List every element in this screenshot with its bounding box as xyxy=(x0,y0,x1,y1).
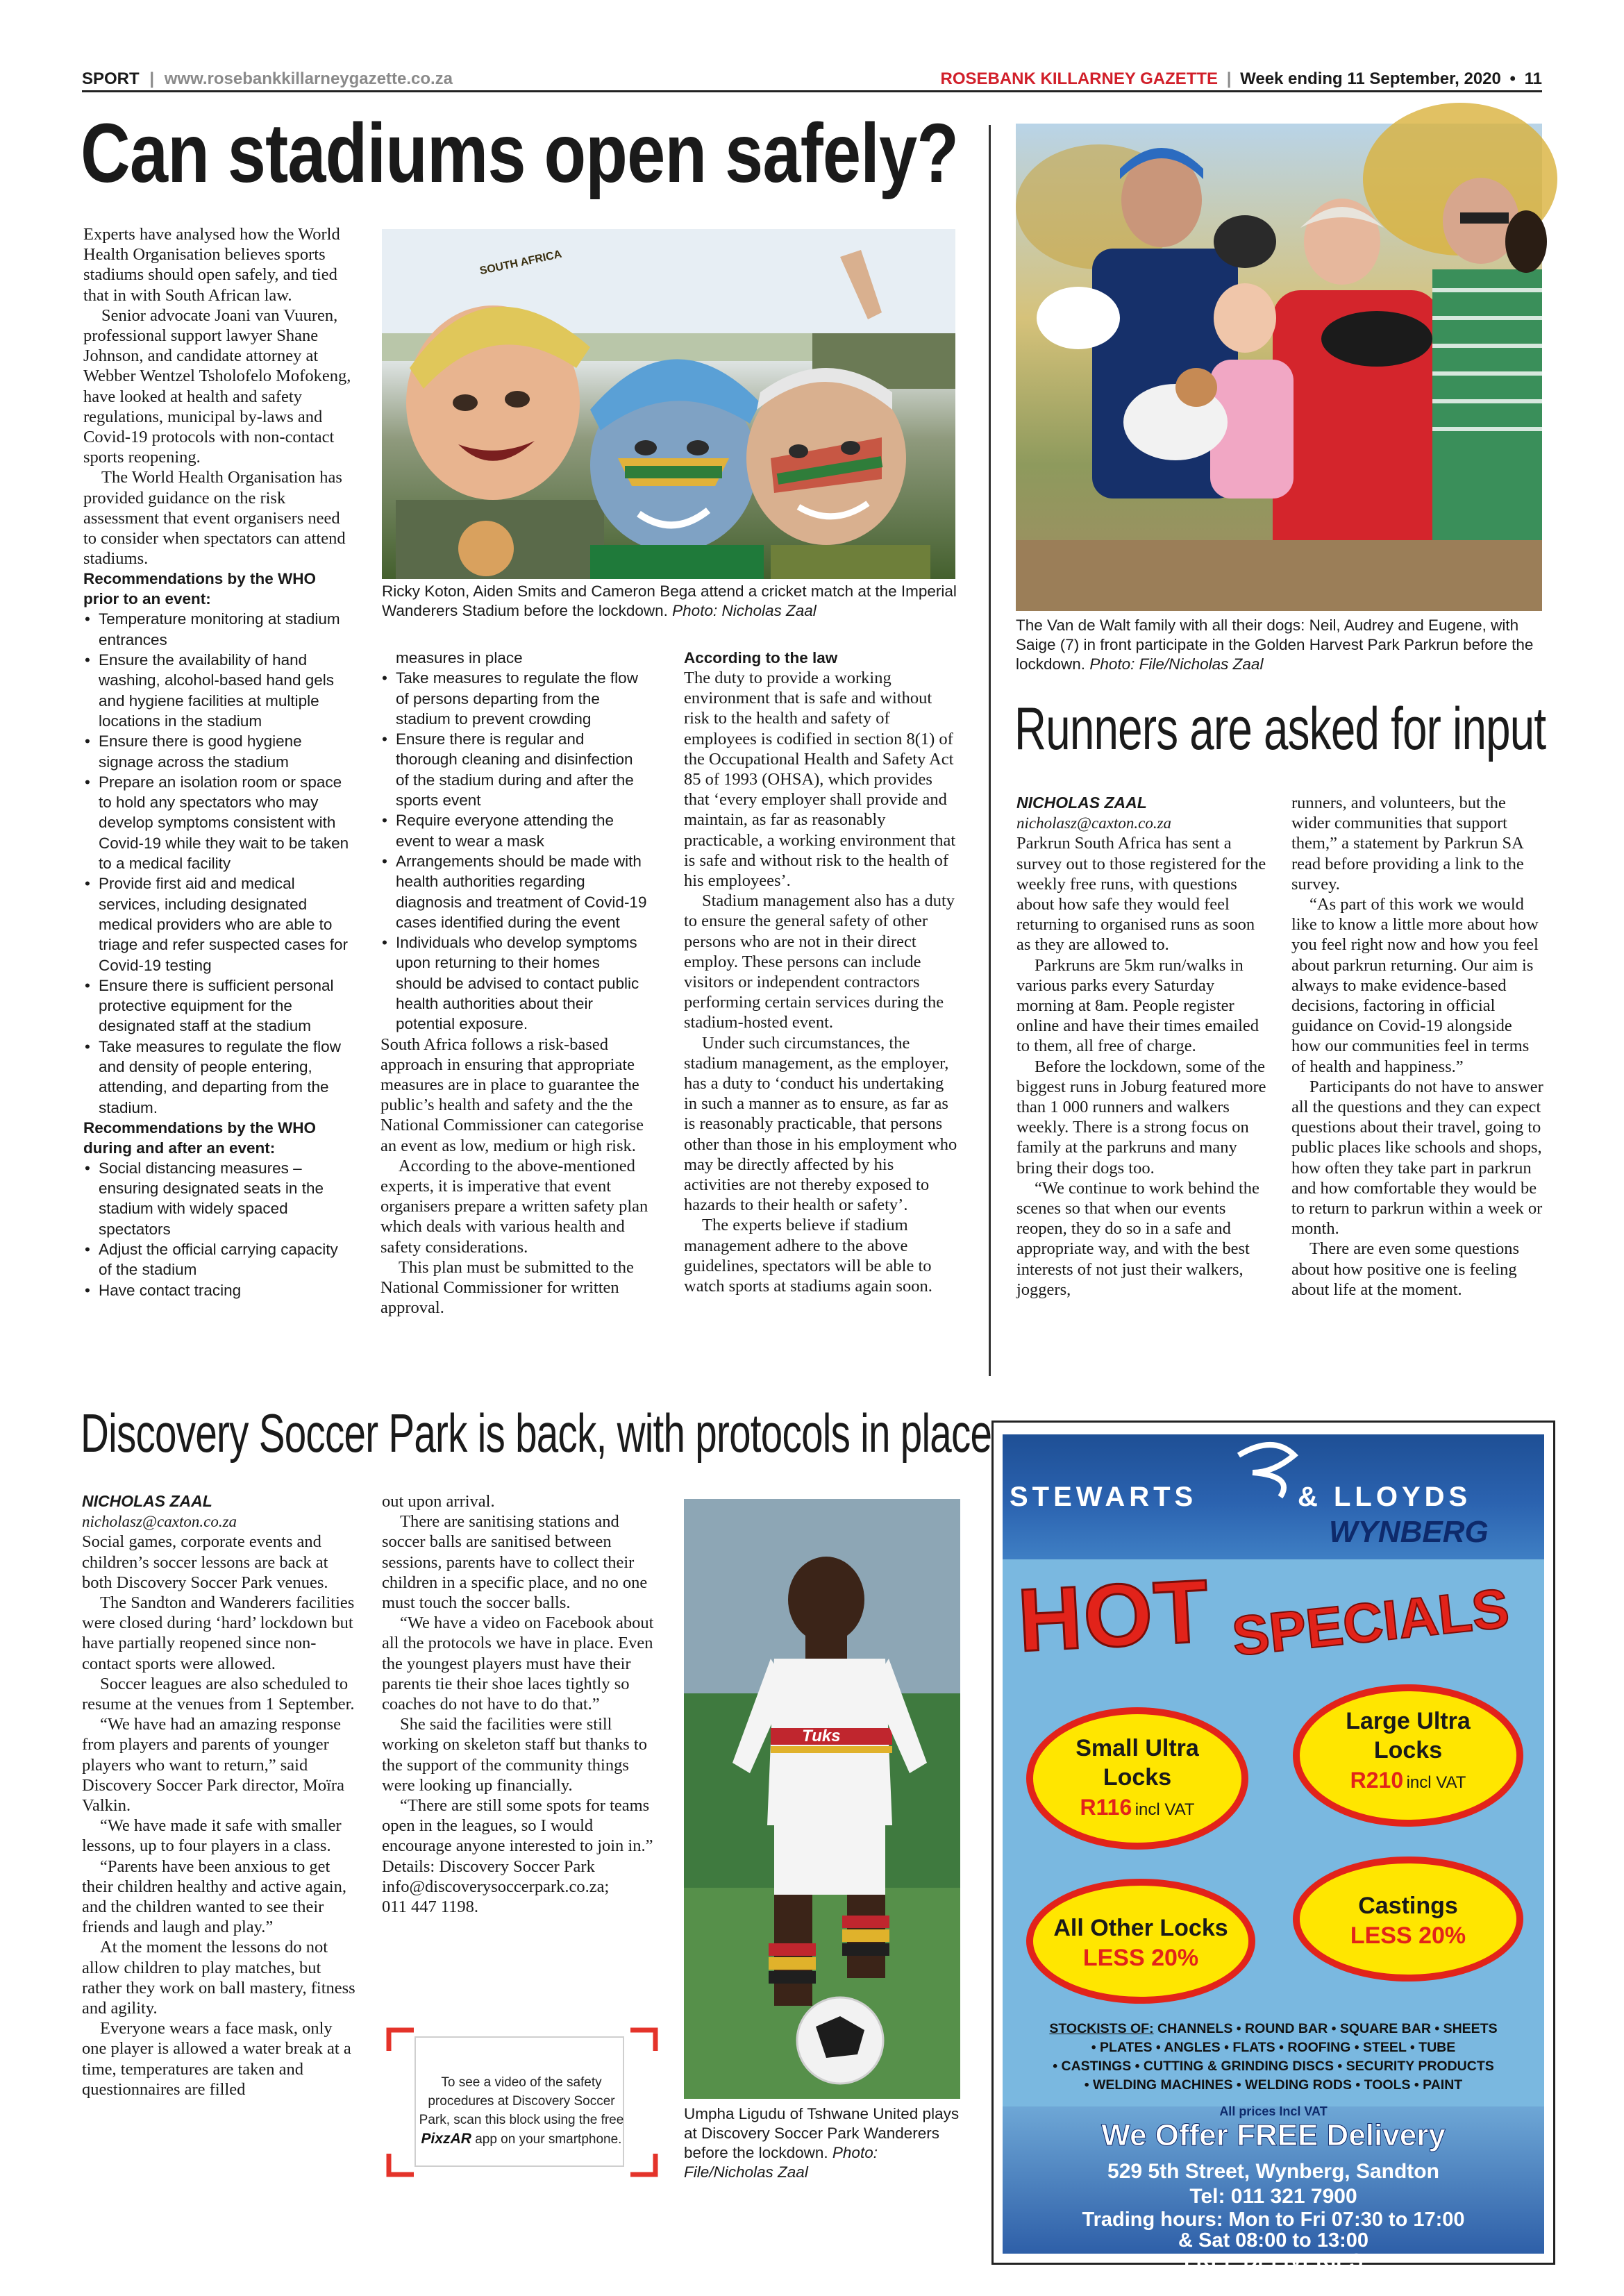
stockists-line-1 xyxy=(1010,2020,1537,2038)
author-byline: NICHOLAS ZAAL xyxy=(1016,794,1147,812)
subheading-prior: Recommendations by the WHO prior to an event: xyxy=(83,570,317,608)
offer-price: LESS 20% xyxy=(1350,1922,1466,1949)
stockists-line-4: • WELDING MACHINES • WELDING RODS • TOOLS • PAINT xyxy=(1084,2077,1463,2093)
paragraph: “As part of this work we would like to know a little more about how you feel right now and how you feel about parkrun returning. Our aim is always to make evidence-based decisions, factoring in official guidance on Covid-19 alongside how our communities feel in terms of health and happiness.” xyxy=(1291,895,1539,1076)
paragraph: South Africa follows a risk-based approach in ensuring that appropriate measures are in place to guarantee the public’s health and safety and the the National Commissioner can categorise an event as low, medium or high risk. xyxy=(380,1034,644,1155)
header-right xyxy=(940,69,1542,89)
paragraph: Experts have analysed how the World Health Organisation believes sports stadiums should open safely, and tied that in with South African law. xyxy=(83,225,340,305)
offer-suffix: incl VAT xyxy=(1135,1800,1195,1819)
list-item: • Have contact tracing xyxy=(83,1280,353,1300)
issue-date: Week ending 11 September, 2020 xyxy=(1240,69,1501,88)
details-email[interactable]: info@discoverysoccerpark.co.za; xyxy=(382,1877,610,1896)
prior-list xyxy=(83,609,353,1117)
stadium-column-1 xyxy=(83,224,353,1300)
paragraph: She said the facilities were still working on skeleton staff but thanks to the support of the community things were looking up financially. xyxy=(382,1715,647,1795)
trading-hours-2: & Sat 08:00 to 13:00 xyxy=(1178,2229,1368,2252)
website-link[interactable]: www.rosebankkillarneygazette.co.za xyxy=(164,69,453,88)
soccer-photo-caption xyxy=(684,2104,962,2182)
section-label: SPORT xyxy=(82,69,140,88)
stewarts-lloyds-advert[interactable] xyxy=(1003,1434,1544,2272)
paragraph: At the moment the lessons do not allow children to play matches, but rather they work on ball mastery, fitness and agility. xyxy=(82,1938,355,2018)
branch-name: WYNBERG xyxy=(1329,1515,1489,1549)
free-delivery-banner: We Offer FREE Delivery xyxy=(1101,2118,1446,2152)
list-item: • Temperature monitoring at stadium entrances xyxy=(83,609,353,650)
paragraph: runners, and volunteers, but the wider communities that support them,” a statement by Parkrun SA read before providing a link to the survey. xyxy=(1291,794,1524,894)
parkrun-photo-art xyxy=(1016,124,1542,611)
offer-suffix: incl VAT xyxy=(1406,1773,1466,1792)
paragraph: Participants do not have to answer all the questions and they can expect questions about their travel, going to public places like schools and shops, how often they take part in parkrun and how comfortable they would be to return to parkrun within a week or month. xyxy=(1291,1077,1543,1239)
paragraph: “We have had an amazing response from players and parents of younger players who want to return,” said Discovery Soccer Park director, Moïra Valkin. xyxy=(82,1715,344,1816)
offer-badge-other-locks xyxy=(1026,1879,1255,2004)
list-item: • Ensure there is regular and thorough cleaning and disinfection of the stadium during and after the sports event xyxy=(380,729,650,810)
offer-price: R210 xyxy=(1350,1768,1404,1793)
pixzar-logo: PixzAR xyxy=(421,2131,471,2147)
stadium-photo-caption xyxy=(382,582,958,621)
author-email[interactable]: nicholasz@caxton.co.za xyxy=(82,1513,237,1531)
paragraph: According to the above-mentioned experts, it is imperative that event organisers prepare a written safety plan which deals with various health and safety considerations. xyxy=(380,1156,648,1257)
pixzar-scan-block[interactable] xyxy=(386,2027,658,2177)
paragraph: The duty to provide a working environment that is safe and without risk to the health and safety of employees is codified in section 8(1) of the Occupational Health and Safety Act 85 of 1993 (OHSA), which provides that ‘every employer shall provide and maintain, as far as reasonably practicable, a working environment that is safe and without risk to the health of his employees’. xyxy=(684,669,956,891)
soccer-column-2 xyxy=(382,1491,660,1917)
photo-credit: Photo: File/Nicholas Zaal xyxy=(684,2144,878,2181)
stockists-items-1: CHANNELS • ROUND BAR • SQUARE BAR • SHEETS xyxy=(1157,2021,1498,2036)
pixzar-instructions: To see a video of the safety procedures at Discovery Soccer Park, scan this block using the xyxy=(419,2075,615,2127)
page-header xyxy=(82,67,1542,92)
paragraph: The experts believe if stadium management adhere to the above guidelines, spectators will be able to watch sports at stadiums again soon. xyxy=(684,1216,932,1296)
stadium-photo xyxy=(382,229,955,579)
header-left xyxy=(82,69,453,89)
list-item: • Take measures to regulate the flow of persons departing from the stadium to prevent crowding xyxy=(380,668,650,729)
offer-title: Small Ultra Locks xyxy=(1075,1735,1199,1791)
paragraph: Parkruns are 5km run/walks in various parks every Saturday morning at 8am. People register online and have their times emailed to them, all free of charge. xyxy=(1016,955,1259,1056)
store-phone: Tel: 011 321 7900 xyxy=(1189,2185,1357,2208)
header-rule xyxy=(82,90,1542,92)
during-list xyxy=(83,1158,353,1300)
list-item: • Take measures to regulate the flow and density of people entering, attending, and departing from the stadium. xyxy=(83,1037,353,1118)
paper-name: ROSEBANK KILLARNEY GAZETTE xyxy=(940,69,1219,88)
subheading-during: Recommendations by the WHO during and after an event: xyxy=(83,1118,317,1157)
author-byline: NICHOLAS ZAAL xyxy=(82,1492,212,1510)
caption-text: Ricky Koton, Aiden Smits and Cameron Bega attend a cricket match at the Imperial Wanderers Stadium before the lockdown. xyxy=(382,583,957,619)
subheading-law: According to the law xyxy=(684,649,838,667)
offer-price: LESS 20% xyxy=(1082,1945,1199,1971)
list-item: • Ensure there is good hygiene signage across the stadium xyxy=(83,731,353,772)
offer-badge-large-ultra xyxy=(1293,1684,1523,1827)
parkrun-photo xyxy=(1016,124,1542,611)
offer-title: All Other Locks xyxy=(1053,1915,1228,1941)
offer-badge-small-ultra xyxy=(1026,1707,1248,1850)
brand-left: STEWARTS xyxy=(1010,1482,1198,1512)
cap-text: SOUTH AFRICA xyxy=(478,248,563,278)
store-address: 529 5th Street, Wynberg, Sandton xyxy=(1107,2160,1439,2183)
parkrun-column-1 xyxy=(1016,793,1266,1300)
offer-price-line xyxy=(1033,1795,1241,1820)
header-separator: | xyxy=(149,69,155,88)
stadium-photo-art xyxy=(382,229,955,579)
during-list-continued xyxy=(380,648,650,1034)
list-item: measures in place xyxy=(396,649,523,667)
offer-price: R116 xyxy=(1080,1795,1132,1820)
paragraph: This plan must be submitted to the National Commissioner for written approval. xyxy=(380,1257,634,1318)
paragraph: Senior advocate Joani van Vuuren, professional support lawyer Shane Johnson, and candidate attorney at Webber Wentzel Tsholofelo Mofokeng, have looked at health and safety regulations, municipal by-laws and Covid-19 protocols with non-contact sports reopening. xyxy=(83,305,351,467)
paragraph: “There are still some spots for teams open in the leagues, so I would encourage anyone interested to join in.” xyxy=(382,1796,653,1856)
offer-title: Castings xyxy=(1358,1893,1458,1919)
caption-text: Umpha Ligudu of Tshwane United plays at Discovery Soccer Park Wanderers before the lockdown. xyxy=(684,2105,960,2161)
pixzar-app-text: app on your smartphone. xyxy=(475,2132,622,2147)
free-deliveries: FREE DELIVERIES xyxy=(1184,2250,1363,2272)
list-item: • Require everyone attending the event to wear a mask xyxy=(380,810,650,851)
paragraph: Parkrun South Africa has sent a survey out to those registered for the weekly free runs, with questions about how safe they would feel returning to organised runs as soon as they are allowed to. xyxy=(1016,834,1266,955)
paragraph: Stadium management also has a duty to ensure the general safety of other persons who are not in their direct employ. These persons can include visitors or independent contractors performing certain services during the stadium-hosted event. xyxy=(684,891,955,1032)
soccer-photo-art xyxy=(684,1499,960,2099)
paragraph: There are even some questions about how positive one is feeling about life at the moment. xyxy=(1291,1239,1520,1299)
caption-text: The Van de Walt family with all their dogs: Neil, Audrey and Eugene, with Saige (7) in front participate in the Golden Harvest Park Parkrun before the lockdown. xyxy=(1016,617,1534,673)
brand-right: & LLOYDS xyxy=(1298,1482,1472,1512)
author-email[interactable]: nicholasz@caxton.co.za xyxy=(1016,814,1172,832)
paragraph: There are sanitising stations and soccer balls are sanitised between sessions, parents have to collect their children in a specific place, and no one must touch the soccer balls. xyxy=(382,1512,648,1613)
paragraph: “We have made it safe with smaller lessons, up to four players in a class. xyxy=(82,1816,342,1856)
list-item: • Ensure the availability of hand washing, alcohol-based hand gels and hygiene facilities at multiple locations in the stadium xyxy=(83,650,353,731)
paragraph: “We have a video on Facebook about all the protocols we have in place. Even the youngest players must have their parents tie their shoe laces tightly so coaches do not have to do that.” xyxy=(382,1614,654,1714)
list-item: • Arrangements should be made with health authorities regarding diagnosis and treatment of Covid-19 cases identified during the event xyxy=(380,851,650,932)
stadium-column-2 xyxy=(380,648,650,1318)
trading-hours-1: Trading hours: Mon to Fri 07:30 to 17:00 xyxy=(1082,2209,1465,2231)
details-line: Details: Discovery Soccer Park xyxy=(382,1857,595,1876)
offer-price-line xyxy=(1300,1768,1516,1793)
hot-label: HOT xyxy=(1015,1561,1212,1671)
paragraph: The World Health Organisation has provided guidance on the risk assessment that event organisers need to consider when spectators can attend stadiums. xyxy=(83,468,346,569)
paragraph: Soccer leagues are also scheduled to resume at the venues from 1 September. xyxy=(82,1674,355,1714)
soccer-photo xyxy=(684,1499,960,2099)
header-separator: | xyxy=(1226,69,1232,88)
paragraph: Before the lockdown, some of the biggest runs in Joburg featured more than 1 000 runners and walkers weekly. There is a strong focus on family at the parkruns and many bring their dogs too. xyxy=(1016,1057,1266,1178)
paragraph: “We continue to work behind the scenes so that when our events reopen, they do so in a safe and appropriate way, and with the best interests of not just their walkers, joggers, xyxy=(1016,1178,1259,1299)
pixzar-text xyxy=(414,2073,629,2149)
photo-credit: Photo: File/Nicholas Zaal xyxy=(1089,655,1264,673)
parkrun-column-2 xyxy=(1291,793,1544,1300)
offer-badge-castings xyxy=(1293,1857,1523,1981)
stockists-label: STOCKISTS OF: xyxy=(1049,2021,1154,2036)
stockists-line-3: • CASTINGS • CUTTING & GRINDING DISCS • SECURITY PRODUCTS xyxy=(1053,2059,1494,2074)
parkrun-headline: Runners are asked for input xyxy=(1014,696,1546,762)
page-number: 11 xyxy=(1524,69,1542,88)
paragraph: out upon arrival. xyxy=(382,1492,495,1511)
stockists-block xyxy=(1010,2020,1537,2095)
list-item: • Prepare an isolation room or space to hold any spectators who may develop symptoms consistent with Covid-19 while they wait to be taken to a medical facility xyxy=(83,772,353,873)
shirt-text: Tuks xyxy=(802,1727,841,1745)
paragraph: Social games, corporate events and children’s soccer lessons are back at both Discovery Soccer Park venues. xyxy=(82,1532,328,1592)
header-bullet: • xyxy=(1509,69,1516,88)
soccer-column-1 xyxy=(82,1491,360,2100)
soccer-headline: Discovery Soccer Park is back, with protocols in place xyxy=(81,1402,992,1464)
paragraph: Under such circumstances, the stadium management, as the employer, has a duty to ‘conduct his undertaking in such a manner as to ensure, as far as is reasonably practicable, that persons other than those in his employment who may be directly affected by his activities are not thereby exposed to hazards to their health or safety’. xyxy=(684,1033,957,1215)
page-title: Can stadiums open safely? xyxy=(81,106,959,200)
vat-note: All prices Incl VAT xyxy=(1219,2104,1328,2118)
stockists-line-2: • PLATES • ANGLES • FLATS • ROOFING • STEEL • TUBE xyxy=(1091,2040,1456,2055)
list-item: • Ensure there is sufficient personal protective equipment for the designated staff at the stadium xyxy=(83,975,353,1037)
parkrun-photo-caption xyxy=(1016,616,1545,674)
list-item: • Individuals who develop symptoms upon returning to their homes should be advised to contact public health authorities about their potential exposure. xyxy=(380,932,650,1034)
list-item: • Social distancing measures – ensuring designated seats in the stadium with widely spaced spectators xyxy=(83,1158,353,1239)
offer-title: Large Ultra Locks xyxy=(1346,1708,1471,1763)
details-phone: 011 447 1198. xyxy=(382,1897,479,1917)
photo-credit: Photo: Nicholas Zaal xyxy=(672,602,817,619)
paragraph: The Sandton and Wanderers facilities were closed during ‘hard’ lockdown but have partially reopened since non-contact sports were allowed. xyxy=(82,1593,355,1673)
paragraph: Everyone wears a face mask, only one player is allowed a water break at a time, temperatures are taken and questionnaires are filled xyxy=(82,2019,351,2099)
column-divider xyxy=(989,125,991,1376)
pixzar-free: free xyxy=(601,2113,624,2127)
list-item: • Provide first aid and medical services, including designated medical providers who are able to triage and refer suspected cases for Covid-19 testing xyxy=(83,873,353,975)
stadium-column-3 xyxy=(684,648,958,1296)
specials-label: SPECIALS xyxy=(1229,1577,1512,1668)
paragraph: “Parents have been anxious to get their children healthy and active again, and the children wanted to see their friends and laugh and play.” xyxy=(82,1857,346,1937)
list-item: • Adjust the official carrying capacity of the stadium xyxy=(83,1239,353,1280)
